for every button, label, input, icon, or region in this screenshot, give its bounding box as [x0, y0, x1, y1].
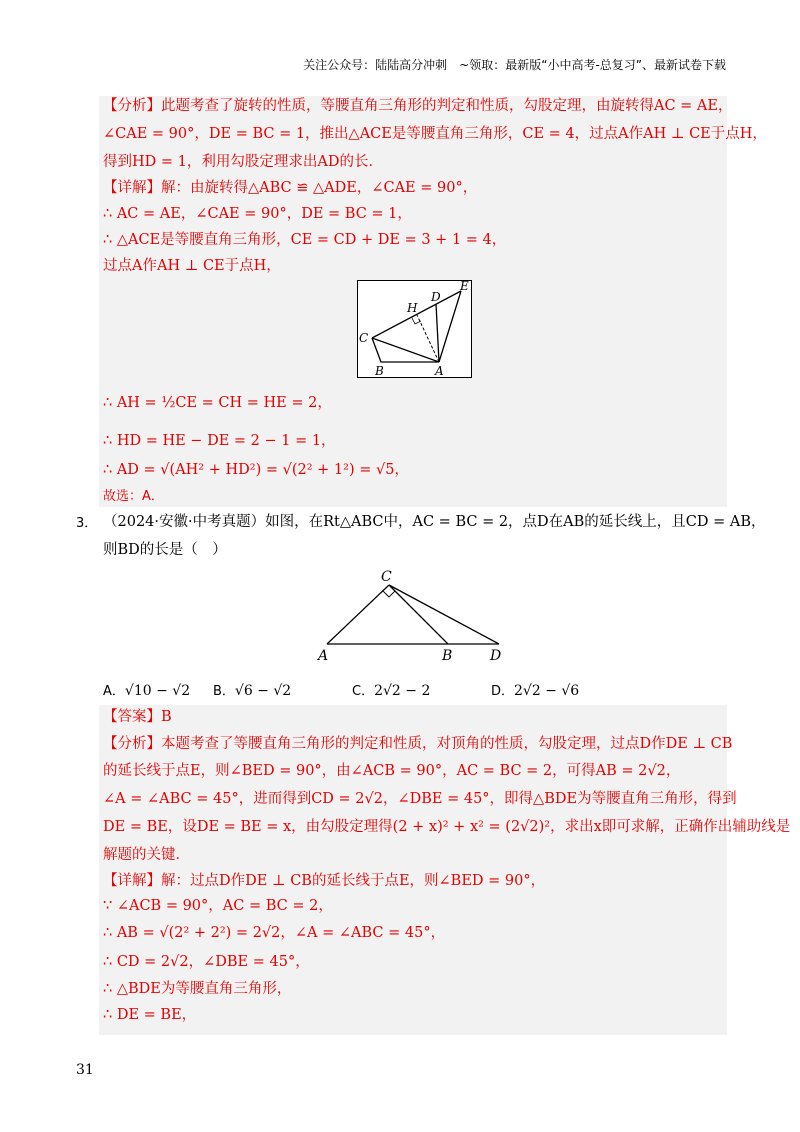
q2-label-e: E	[460, 280, 469, 293]
q2-analysis-line-2: ∠CAE = 90°，DE = BC = 1，推出△ACE是等腰直角三角形，CE = 4，过点A作AH ⊥ CE于点H，	[103, 126, 767, 142]
page-number: 31	[76, 1062, 94, 1078]
q3-detail-line-1: 【详解】解：过点D作DE ⊥ CB的延长线于点E，则∠BED = 90°，	[103, 873, 546, 889]
q3-analysis-line-4: DE = BE，设DE = BE = x，由勾股定理得(2 + x)² + x² = (2√2)²，求出x即可求解，正确作出辅助线是	[103, 819, 791, 835]
q3-analysis-line-5: 解题的关键．	[103, 847, 190, 863]
q3-option-c-text: 2√2 − 2	[374, 683, 431, 699]
q3-stem-line-1: （2024·安徽·中考真题）如图，在Rt△ABC中，AC = BC = 2，点D在AB的延长线上，且CD = AB，	[103, 514, 766, 530]
q3-option-a-letter: A．	[103, 684, 125, 699]
q3-stem-line-2: 则BD的长是（ ）	[103, 542, 227, 558]
q2-step-line-1: ∴ AH = ½CE = CH = HE = 2，	[103, 395, 332, 411]
q3-detail-line-2: ∵ ∠ACB = 90°，AC = BC = 2，	[103, 898, 333, 914]
q3-label-b: B	[442, 648, 453, 664]
q2-analysis-line-3: 得到HD = 1，利用勾股定理求出AD的长．	[103, 154, 383, 170]
q3-segment-cb	[389, 585, 448, 644]
q3-label-c: C	[381, 569, 392, 585]
q3-option-d-letter: D．	[491, 684, 515, 699]
q2-detail-line-3: ∴ △ACE是等腰直角三角形，CE = CD + DE = 3 + 1 = 4，	[103, 232, 507, 248]
q3-label-d: D	[490, 648, 502, 664]
q2-label-h: H	[407, 301, 418, 315]
q3-option-d-text: 2√2 − √6	[514, 683, 580, 699]
page-header: 关注公众号：陆陆高分冲刺 ~领取：最新版“小中高考-总复习”、最新试卷下载	[303, 58, 726, 72]
q3-detail-line-6: ∴ DE = BE，	[103, 1007, 197, 1023]
q2-label-b: B	[375, 364, 384, 378]
q2-label-c: C	[359, 331, 369, 345]
q3-number: 3．	[76, 516, 98, 531]
q3-option-b-letter: B．	[213, 684, 235, 699]
q2-label-d: D	[431, 290, 441, 304]
q3-right-angle-mark	[383, 591, 395, 597]
q3-option-b-text: √6 − √2	[234, 683, 292, 699]
q2-figure	[357, 280, 472, 378]
q2-detail-line-2: ∴ AC = AE，∠CAE = 90°，DE = BC = 1，	[103, 206, 412, 222]
q3-option-a-text: √10 − √2	[124, 683, 191, 699]
q3-figure	[315, 565, 515, 665]
q2-step-line-2: ∴ HD = HE − DE = 2 − 1 = 1，	[103, 433, 336, 449]
q3-detail-line-3: ∴ AB = √(2² + 2²) = 2√2，∠A = ∠ABC = 45°，	[103, 925, 446, 941]
q3-option-a[interactable]	[103, 680, 190, 699]
q3-detail-line-5: ∴ △BDE为等腰直角三角形，	[103, 981, 292, 997]
q3-analysis-line-2: 的延长线于点E，则∠BED = 90°，由∠ACB = 90°，AC = BC = 2，可得AB = 2√2，	[103, 763, 681, 779]
q2-detail-line-1: 【详解】解：由旋转得△ABC ≌ △ADE，∠CAE = 90°，	[103, 180, 478, 196]
q2-detail-line-4: 过点A作AH ⊥ CE于点H，	[103, 258, 281, 274]
q3-analysis-line-1: 【分析】本题考查了等腰直角三角形的判定和性质，对顶角的性质，勾股定理，过点D作DE ⊥ CB	[103, 736, 733, 752]
q2-step-line-3: ∴ AD = √(AH² + HD²) = √(2² + 1²) = √5，	[103, 462, 409, 478]
q3-detail-line-4: ∴ CD = 2√2，∠DBE = 45°，	[103, 954, 310, 970]
q3-option-b[interactable]	[213, 680, 291, 699]
q3-segment-ac	[327, 585, 389, 644]
q2-label-a: A	[435, 364, 444, 378]
q3-option-d[interactable]	[491, 680, 579, 699]
q3-label-a: A	[318, 648, 329, 664]
q3-option-c-letter: C．	[352, 684, 375, 699]
q3-segment-cd	[389, 585, 499, 644]
q3-analysis-line-3: ∠A = ∠ABC = 45°，进而得到CD = 2√2，∠DBE = 45°，即得△BDE为等腰直角三角形，得到	[103, 791, 737, 807]
q3-answer: 【答案】B	[103, 709, 172, 725]
q3-option-c[interactable]	[352, 680, 430, 699]
q2-analysis-line-1: 【分析】此题考查了旋转的性质，等腰直角三角形的判定和性质，勾股定理，由旋转得AC = AE，	[103, 98, 733, 114]
q2-answer: 故选：A．	[103, 489, 164, 504]
